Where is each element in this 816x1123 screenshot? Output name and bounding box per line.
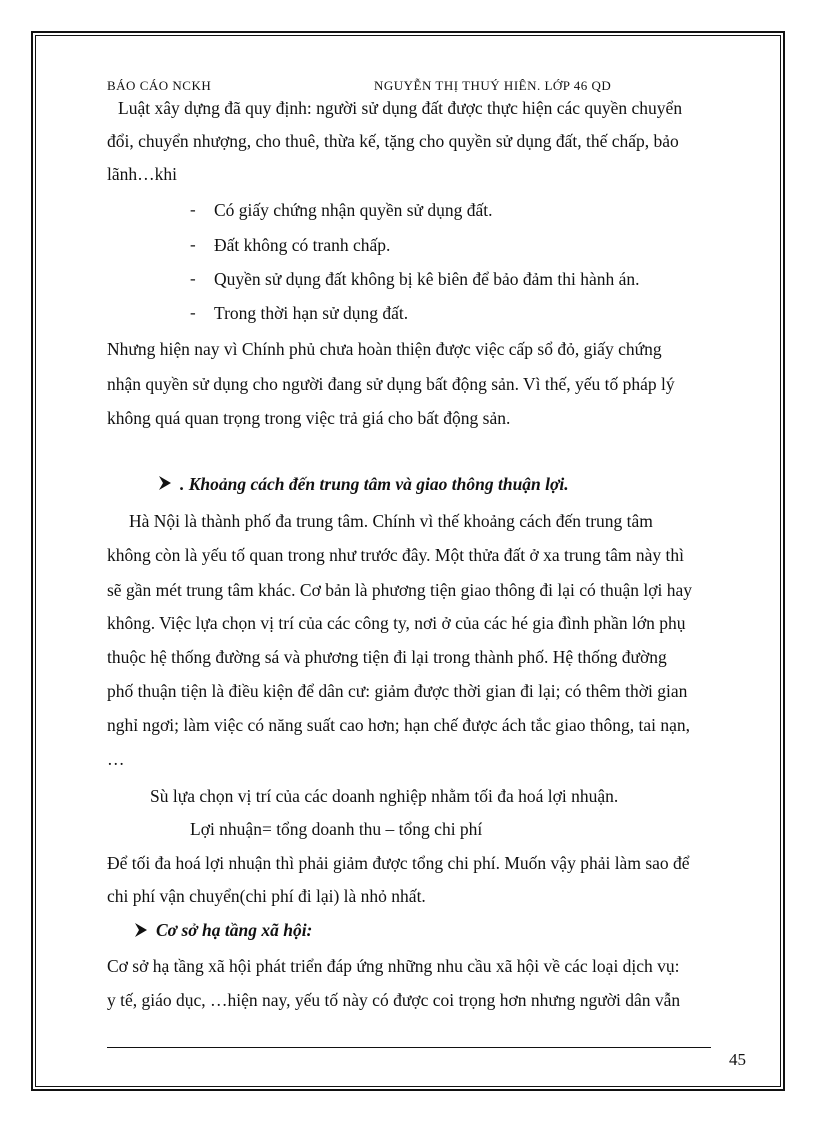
paragraph-line: y tế, giáo dục, …hiện nay, yếu tố này có được coi trọng hơn nhưng người dân vẫn [107,990,681,1010]
paragraph-line: sẽ gần mét trung tâm khác. Cơ bản là phương tiện giao thông đi lại có thuận lợi hay [107,580,692,600]
paragraph-line: thuộc hệ thống đường sá và phương tiện đi lại trong thành phố. Hệ thống đường [107,647,667,667]
profit-formula: Lợi nhuận= tổng doanh thu – tổng chi phí [190,819,483,839]
section-heading-distance: . Khoảng cách đến trung tâm và giao thông thuận lợi. [180,474,569,494]
paragraph-line: … [107,749,125,769]
paragraph-line: phố thuận tiện là điều kiện để dân cư: giảm được thời gian đi lại; có thêm thời gian [107,681,688,701]
arrow-bullet-icon [134,922,148,938]
paragraph-line: đổi, chuyển nhượng, cho thuê, thừa kế, tặng cho quyền sử dụng đất, thế chấp, bảo [107,131,679,151]
list-dash: - [190,200,196,219]
paragraph-line: Cơ sở hạ tầng xã hội phát triển đáp ứng những nhu cầu xã hội về các loại dịch vụ: [107,956,680,976]
footer-rule [107,1047,711,1048]
paragraph-line: Để tối đa hoá lợi nhuận thì phải giảm được tổng chi phí. Muốn vậy phải làm sao để [107,853,690,873]
paragraph-line: không. Việc lựa chọn vị trí của các công ty, nơi ở của các hé gia đình phần lớn phụ [107,613,686,633]
list-dash: - [190,269,196,288]
section-heading-infrastructure: Cơ sở hạ tầng xã hội: [156,920,313,940]
paragraph-line: Luật xây dựng đã quy định: người sử dụng đất được thực hiện các quyền chuyển [118,98,683,118]
page-number: 45 [729,1050,746,1069]
arrow-bullet-icon [158,475,172,491]
paragraph-line: chi phí vận chuyển(chi phí đi lại) là nhỏ nhất. [107,886,426,906]
paragraph-line: nhận quyền sử dụng cho người đang sử dụng bất động sản. Vì thế, yếu tố pháp lý [107,374,675,394]
profit-sentence: Sù lựa chọn vị trí của các doanh nghiệp nhằm tối đa hoá lợi nhuận. [150,786,619,806]
paragraph-line: không còn là yếu tố quan trong như trước đây. Một thửa đất ở xa trung tâm này thì [107,545,685,565]
paragraph-line: Nhưng hiện nay vì Chính phủ chưa hoàn thiện được việc cấp sổ đỏ, giấy chứng [107,339,662,359]
list-item: Trong thời hạn sử dụng đất. [214,303,409,323]
list-item: Đất không có tranh chấp. [214,235,391,255]
paragraph-line: nghỉ ngơi; làm việc có năng suất cao hơn; hạn chế được ách tắc giao thông, tai nạn, [107,715,690,735]
list-item: Quyền sử dụng đất không bị kê biên để bảo đảm thi hành án. [214,269,640,289]
header-author: NGUYỄN THỊ THUÝ HIÊN. LỚP 46 QD [374,78,612,93]
list-dash: - [190,303,196,322]
list-dash: - [190,235,196,254]
list-item: Có giấy chứng nhận quyền sử dụng đất. [214,200,493,220]
paragraph-line: Hà Nội là thành phố đa trung tâm. Chính vì thế khoảng cách đến trung tâm [129,511,653,531]
paragraph-line: lãnh…khi [107,164,177,184]
header-report-title: BÁO CÁO NCKH [107,78,212,93]
paragraph-line: không quá quan trọng trong việc trả giá cho bất động sản. [107,408,511,428]
